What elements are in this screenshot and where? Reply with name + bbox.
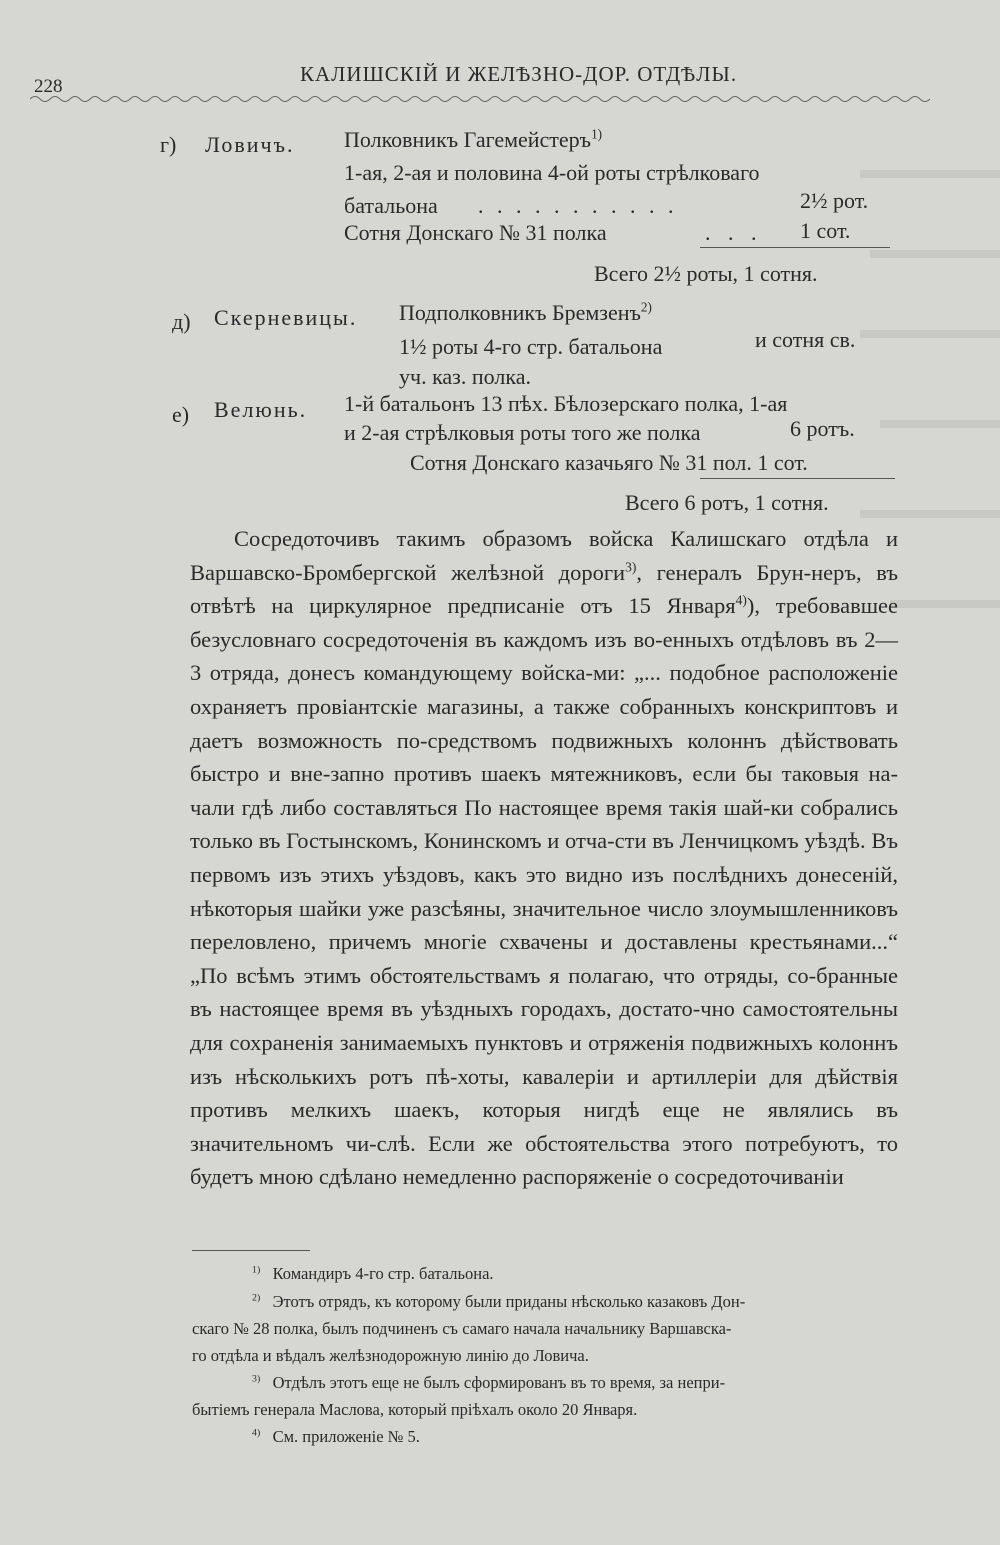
unit-d-label: д) (172, 309, 191, 334)
unit-g-line3b: . . . (705, 220, 763, 245)
running-title: КАЛИШСКІЙ И ЖЕЛѢЗНО-ДОР. ОТДѢЛЫ. (300, 62, 738, 86)
unit-d-place: Скерневицы. (214, 305, 358, 330)
unit-e-line1: 1-й батальонъ 13 пѣх. Бѣлозерскаго полка, 1-ая (344, 391, 788, 416)
sum-rule (700, 247, 890, 248)
footnote-4: $^{4)}$ См. приложеніе № 5. (252, 1427, 420, 1446)
footnote-1: $^{1)}$ Командиръ 4-го стр. батальона. (252, 1264, 494, 1283)
body-text (190, 522, 898, 1194)
unit-d-line1b: и сотня св. (755, 327, 856, 352)
header-rule (30, 92, 930, 106)
unit-g-label: г) (160, 132, 177, 157)
unit-g-line1: 1-ая, 2-ая и половина 4-ой роты стрѣлковаго (344, 160, 760, 185)
unit-g-line2c: 2½ рот. (800, 188, 869, 213)
page-number: 228 (34, 76, 63, 97)
unit-g-line3c: 1 сот. (800, 218, 851, 243)
footnote-2: $^{2)}$ Этотъ отрядъ, къ которому были приданы нѣсколько казаковъ Дон- (252, 1292, 746, 1311)
unit-g-place: Ловичъ. (205, 132, 295, 157)
footnote-2-cont: го отдѣла и вѣдалъ желѣзнодорожную линію до Ловича. (192, 1346, 589, 1365)
unit-e-label: е) (172, 402, 190, 427)
unit-e-line2a: и 2-ая стрѣлковыя роты того же полка (344, 420, 701, 445)
unit-e-line2b: 6 ротъ. (790, 416, 855, 441)
unit-g-total: Всего 2½ роты, 1 сотня. (594, 261, 818, 286)
paragraph: Сосредоточивъ такимъ образомъ войска Калишскаго отдѣла и Варшавско-Бромбергской желѣзной дороги$^{3)}$, генералъ Брун-неръ, въ отвѣтѣ на циркулярное предписаніе отъ 15 Января$^{4)}$), требовавшее безусловнаго сосредоточенія въ каждомъ изъ во-енныхъ отдѣловъ въ 2—3 отряда, донесъ командующему войска-ми: „... подобное расположеніе охраняетъ провіантскіе магазины, а также собранныхъ конскриптовъ и даетъ возможность по-средствомъ подвижныхъ колоннъ дѣйствовать быстро и вне-запно противъ шаекъ мятежниковъ, если бы таковыя на-чали гдѣ либо составляться По настоящее время такія шай-ки собрались только въ Гостынскомъ, Конинскомъ и отча-сти въ Ленчицкомъ уѣздѣ. Въ первомъ изъ этихъ уѣздовъ, какъ это видно изъ послѣднихъ донесеній, нѣкоторыя шайки уже разсѣяны, значительное число злоумышленниковъ переловлено, причемъ многіе схвачены и доставлены крестьянами...“ (190, 526, 898, 955)
footnote-3: $^{3)}$ Отдѣлъ этотъ еще не былъ сформированъ въ то время, за непри- (252, 1373, 726, 1392)
unit-d-line1a: 1½ роты 4-го стр. батальона (399, 334, 663, 359)
footnote-2-cont: скаго № 28 полка, былъ подчиненъ съ самаго начала начальнику Варшавска- (192, 1319, 732, 1338)
unit-g-commander: Полковникъ Гагемейстеръ$^{1)}$ (344, 126, 603, 152)
unit-d-line2: уч. каз. полка. (399, 364, 531, 389)
footnote-rule (192, 1250, 310, 1251)
unit-d-commander: Подполковникъ Бремзенъ$^{2)}$ (399, 299, 652, 325)
sum-rule (700, 478, 895, 479)
unit-g-line2b: . . . . . . . . . . . (478, 193, 678, 218)
paragraph: „По всѣмъ этимъ обстоятельствамъ я полагаю, что отряды, со-бранные въ настоящее время въ уѣздныхъ городахъ, достато-чно самостоятельны для сохраненія занимаемыхъ пунктовъ и отряженія подвижныхъ колоннъ изъ нѣсколькихъ ротъ пѣ-хоты, кавалеріи и артиллеріи для дѣйствія противъ мелкихъ шаекъ, которыя нигдѣ еще не являлись въ значительномъ чи-слѣ. Если же обстоятельства этого потребуютъ, то будетъ мною сдѣлано немедленно распоряженіе о сосредоточиваніи (190, 962, 898, 1190)
unit-e-line3: Сотня Донскаго казачьяго № 31 пол. 1 сот. (410, 450, 808, 475)
unit-g-line3a: Сотня Донскаго № 31 полка (344, 220, 607, 245)
unit-g-line2a: батальона (344, 193, 438, 218)
unit-e-total: Всего 6 ротъ, 1 сотня. (625, 490, 829, 515)
footnote-3-cont: бытіемъ генерала Маслова, который пріѣхалъ около 20 Января. (192, 1400, 638, 1419)
unit-e-place: Велюнь. (214, 397, 308, 422)
